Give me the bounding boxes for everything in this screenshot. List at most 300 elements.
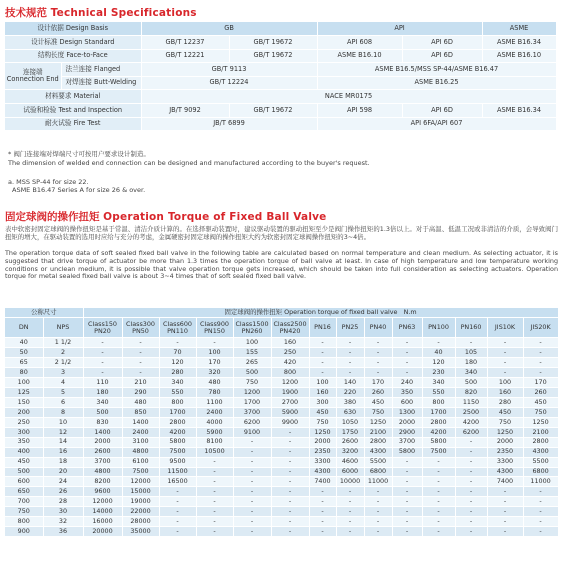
col-header: JIS10K (487, 318, 523, 338)
torque-cell: 2000 (487, 437, 523, 447)
torque-cell: - (364, 348, 392, 358)
torque-cell: 5500 (523, 457, 558, 467)
torque-cell: - (233, 497, 271, 507)
torque-cell: 1700 (422, 407, 455, 417)
spec-title-cn: 技术规范 (5, 7, 47, 19)
table-row (5, 497, 558, 507)
spec-cell: API 598 (317, 104, 402, 118)
torque-cell: 160 (271, 338, 309, 348)
torque-cell: - (392, 527, 422, 537)
torque-cell: - (422, 457, 455, 467)
spec-cell: GB/T 19672 (229, 36, 317, 50)
torque-cell: 7500 (422, 447, 455, 457)
torque-cell: 5800 (392, 447, 422, 457)
col-header: Class600 PN110 (159, 318, 196, 338)
torque-cell: 100 (233, 338, 271, 348)
torque-cell: 300 (309, 397, 336, 407)
spec-cell: GB/T 19672 (229, 104, 317, 118)
torque-cell: - (233, 437, 271, 447)
torque-cell: - (122, 348, 159, 358)
torque-cell: - (271, 437, 309, 447)
spec-row-test-inspection (5, 104, 556, 118)
torque-cell: - (336, 358, 364, 368)
torque-cell: 2800 (159, 417, 196, 427)
torque-cell: - (455, 437, 487, 447)
spec-cell: ASME B16.10 (317, 49, 402, 63)
torque-cell: 1300 (392, 407, 422, 417)
torque-cell: 180 (83, 388, 122, 398)
torque-header-title (83, 308, 558, 318)
torque-paragraph-en: The operation torque data of soft sealed fixed ball valve in the following table are calculated based on normal temperature and clean medium. As selecting actuator, it is suggested that drive torque of actuator be more than 1.3 times the operation torque of ball valve at least. In case of high temperature and low temperature working conditions or unclean medium, it is possible that valve operation torque gets increased, which should be taken into full consideration as selecting actuators. Operation torque for metal sealed fixed ball valve is about 3~4 times that of soft sealed fixed ball valve. (5, 249, 558, 281)
spec-cell: GB/T 12224 (141, 76, 317, 90)
torque-cell: - (196, 527, 233, 537)
table-row (5, 517, 558, 527)
torque-cell: - (336, 527, 364, 537)
torque-cell: 2000 (309, 437, 336, 447)
nps-cell: 26 (43, 487, 83, 497)
torque-cell: - (487, 338, 523, 348)
spec-row-fire-test (5, 117, 556, 131)
spec-cell: GB/T 12237 (141, 36, 229, 50)
torque-cell: 630 (336, 407, 364, 417)
torque-cell: - (233, 467, 271, 477)
torque-cell: - (364, 497, 392, 507)
torque-cell: 6200 (233, 417, 271, 427)
spec-cell: GB/T 19672 (229, 49, 317, 63)
torque-cell: - (271, 487, 309, 497)
torque-cell: 1200 (233, 388, 271, 398)
torque-cell: 70 (159, 348, 196, 358)
torque-cell: 4300 (487, 467, 523, 477)
torque-cell: 3300 (309, 457, 336, 467)
col-header: PN16 (309, 318, 336, 338)
torque-cell: - (455, 467, 487, 477)
torque-cell: - (392, 487, 422, 497)
torque-cell: 2800 (523, 437, 558, 447)
torque-cell: 5800 (159, 437, 196, 447)
table-row (5, 427, 558, 437)
torque-cell: 780 (196, 388, 233, 398)
torque-cell: - (309, 338, 336, 348)
torque-cell: - (523, 507, 558, 517)
torque-cell: 1750 (336, 427, 364, 437)
torque-cell: - (487, 358, 523, 368)
torque-cell: 6800 (364, 467, 392, 477)
torque-cell: 9100 (233, 427, 271, 437)
torque-cell: - (196, 457, 233, 467)
torque-cell: 450 (364, 397, 392, 407)
torque-cell: 7400 (487, 477, 523, 487)
dn-cell: 125 (5, 388, 43, 398)
torque-cell: 5900 (271, 407, 309, 417)
torque-cell: 320 (196, 368, 233, 378)
torque-cell: - (487, 368, 523, 378)
torque-cell: - (233, 457, 271, 467)
spec-header-design-basis: 设计依据 Design Basis (5, 22, 141, 36)
torque-cell: 850 (122, 407, 159, 417)
torque-cell: 230 (422, 368, 455, 378)
torque-cell: 260 (364, 388, 392, 398)
nps-cell: 10 (43, 417, 83, 427)
torque-cell: - (455, 517, 487, 527)
torque-cell: - (159, 497, 196, 507)
torque-cell: - (455, 338, 487, 348)
nps-cell: 14 (43, 437, 83, 447)
torque-cell: 16500 (159, 477, 196, 487)
torque-cell: - (523, 358, 558, 368)
torque-cell: - (392, 358, 422, 368)
torque-cell: 160 (309, 388, 336, 398)
torque-cell: 2000 (392, 417, 422, 427)
torque-cell: 260 (523, 388, 558, 398)
torque-cell: - (233, 517, 271, 527)
torque-cell: - (271, 427, 309, 437)
torque-cell: - (523, 338, 558, 348)
torque-cell: - (196, 517, 233, 527)
torque-cell: 3100 (122, 437, 159, 447)
table-row (5, 527, 558, 537)
torque-cell: 450 (523, 397, 558, 407)
torque-cell: - (336, 497, 364, 507)
torque-cell: - (83, 358, 122, 368)
spec-cell: API 608 (317, 36, 402, 50)
torque-cell: 8200 (83, 477, 122, 487)
torque-cell: - (364, 527, 392, 537)
nps-cell: 30 (43, 507, 83, 517)
table-row (5, 457, 558, 467)
torque-cell: - (309, 517, 336, 527)
torque-cell: - (196, 477, 233, 487)
torque-cell: 100 (487, 378, 523, 388)
col-header: Class300 PN50 (122, 318, 159, 338)
torque-cell: - (309, 507, 336, 517)
torque-cell: 2400 (122, 427, 159, 437)
nps-cell: 16 (43, 447, 83, 457)
nps-cell: 6 (43, 397, 83, 407)
spec-cell: GB/T 9113 (141, 63, 317, 77)
torque-cell: - (271, 477, 309, 487)
torque-section-title (5, 209, 327, 224)
torque-cell: - (309, 497, 336, 507)
torque-cell: 420 (271, 358, 309, 368)
torque-cell: - (364, 517, 392, 527)
torque-cell: 5500 (364, 457, 392, 467)
dn-cell: 150 (5, 397, 43, 407)
torque-cell: - (336, 368, 364, 378)
torque-cell: 4200 (159, 427, 196, 437)
torque-cell: 9900 (271, 417, 309, 427)
torque-cell: 1050 (336, 417, 364, 427)
torque-cell: 4800 (83, 467, 122, 477)
dn-cell: 500 (5, 467, 43, 477)
torque-cell: 105 (455, 348, 487, 358)
torque-cell: 750 (487, 417, 523, 427)
torque-cell: 120 (422, 358, 455, 368)
torque-cell: 140 (336, 378, 364, 388)
torque-cell: 480 (122, 397, 159, 407)
torque-cell: - (392, 338, 422, 348)
col-header: PN100 (422, 318, 455, 338)
nps-cell: 4 (43, 378, 83, 388)
nps-cell: 20 (43, 467, 83, 477)
dn-cell: 700 (5, 497, 43, 507)
torque-cell: - (392, 517, 422, 527)
torque-cell: - (233, 507, 271, 517)
torque-cell: 14000 (83, 507, 122, 517)
torque-cell: - (392, 507, 422, 517)
spec-cell: JB/T 6899 (141, 117, 317, 131)
torque-paragraph-cn: 表中软密封固定球阀的操作扭矩是基于常温、清洁介质计算的。在选择驱动装置时，建议驱动装置的驱动扭矩至少是阀门操作扭矩的1.3倍以上。对于高温、低温工况或非清洁的介质，会导致阀门扭矩的增大，在驱动装置的选用时应给与充分的考虑，金属硬密封固定球阀的操作扭矩大约为软密封固定球阀操作扭矩的3~4倍。 (5, 225, 558, 241)
torque-cell: 800 (271, 368, 309, 378)
torque-cell: 1150 (455, 397, 487, 407)
spec-section-title (5, 5, 197, 20)
torque-cell: - (422, 517, 455, 527)
torque-cell: 340 (455, 368, 487, 378)
dn-cell: 650 (5, 487, 43, 497)
nps-cell: 3 (43, 368, 83, 378)
torque-cell: 1400 (122, 417, 159, 427)
torque-cell: - (233, 527, 271, 537)
torque-cell: 2800 (364, 437, 392, 447)
dn-cell: 450 (5, 457, 43, 467)
dn-cell: 800 (5, 517, 43, 527)
torque-cell: - (159, 507, 196, 517)
col-header: JIS20K (523, 318, 558, 338)
torque-table (5, 308, 559, 537)
torque-cell: - (455, 447, 487, 457)
torque-cell: - (487, 517, 523, 527)
spec-header-asme: ASME (482, 22, 556, 36)
spec-row-label: 设计标准 Design Standard (5, 36, 141, 50)
table-row (5, 437, 558, 447)
spec-row-label: 材料要求 Material (5, 90, 141, 104)
torque-cell: - (364, 487, 392, 497)
torque-cell: 1100 (196, 397, 233, 407)
torque-cell: 240 (392, 378, 422, 388)
torque-body (5, 338, 558, 537)
torque-cell: 20000 (83, 527, 122, 537)
torque-cell: 10500 (196, 447, 233, 457)
torque-cell: 7400 (309, 477, 336, 487)
nps-cell: 1 1/2 (43, 338, 83, 348)
torque-title-en: Operation Torque of Fixed Ball Valve (103, 211, 327, 223)
spec-cell: ASME B16.34 (482, 36, 556, 50)
torque-cell: - (455, 457, 487, 467)
torque-cell: 180 (455, 358, 487, 368)
torque-cell: - (271, 467, 309, 477)
torque-cell: - (309, 527, 336, 537)
torque-cell: 6200 (455, 427, 487, 437)
table-row (5, 348, 558, 358)
torque-cell: 3200 (336, 447, 364, 457)
col-header: PN63 (392, 318, 422, 338)
torque-cell: 9600 (83, 487, 122, 497)
torque-cell: 22000 (122, 507, 159, 517)
torque-cell: - (83, 348, 122, 358)
torque-cell: 340 (422, 378, 455, 388)
torque-cell: - (271, 497, 309, 507)
torque-cell: - (523, 517, 558, 527)
torque-cell: 480 (196, 378, 233, 388)
torque-cell: 12000 (122, 477, 159, 487)
table-row (5, 447, 558, 457)
torque-cell: 7500 (159, 447, 196, 457)
torque-cell: 11000 (523, 477, 558, 487)
torque-cell: 1250 (309, 427, 336, 437)
torque-cell: - (233, 477, 271, 487)
spec-row-label: 耐火试验 Fire Test (5, 117, 141, 131)
torque-cell: 155 (233, 348, 271, 358)
torque-cell: 2500 (455, 407, 487, 417)
spec-cell: API 6D (402, 36, 482, 50)
spec-header-api: API (317, 22, 482, 36)
torque-cell: - (196, 338, 233, 348)
torque-cell: 110 (83, 378, 122, 388)
spec-row-label: 法兰连接 Flanged (61, 63, 141, 77)
torque-cell: 2800 (422, 417, 455, 427)
torque-cell: 1400 (83, 427, 122, 437)
torque-cell: 4200 (455, 417, 487, 427)
torque-cell: - (392, 467, 422, 477)
spec-cell: JB/T 9092 (141, 104, 229, 118)
dn-cell: 400 (5, 447, 43, 457)
torque-cell: - (392, 477, 422, 487)
nps-cell: 36 (43, 527, 83, 537)
torque-cell: - (336, 517, 364, 527)
col-header-nps: NPS (43, 318, 83, 338)
nps-cell: 5 (43, 388, 83, 398)
torque-cell: 28000 (122, 517, 159, 527)
spec-cell: ASME B16.10 (482, 49, 556, 63)
torque-cell: 19000 (122, 497, 159, 507)
torque-cell: - (309, 368, 336, 378)
torque-cell: - (196, 487, 233, 497)
torque-cell: - (336, 507, 364, 517)
torque-cell: 265 (233, 358, 271, 368)
torque-cell: 170 (364, 378, 392, 388)
nps-cell: 2 1/2 (43, 358, 83, 368)
spec-cell: API 6FA/API 607 (317, 117, 556, 131)
spec-title-en: Technical Specifications (50, 7, 197, 19)
torque-cell: 2700 (271, 397, 309, 407)
torque-cell: 290 (122, 388, 159, 398)
torque-cell: 15000 (122, 487, 159, 497)
torque-cell: - (422, 338, 455, 348)
torque-cell: 5900 (196, 427, 233, 437)
spec-cell: API 6D (402, 104, 482, 118)
torque-cell: - (422, 467, 455, 477)
dn-cell: 65 (5, 358, 43, 368)
torque-cell: - (422, 497, 455, 507)
torque-cell: 10000 (336, 477, 364, 487)
nps-cell: 28 (43, 497, 83, 507)
torque-cell: 11500 (159, 467, 196, 477)
table-row (5, 487, 558, 497)
nominal-size-label: 公称尺寸 (5, 308, 83, 318)
dn-cell: 200 (5, 407, 43, 417)
torque-cell: 750 (523, 407, 558, 417)
torque-cell: - (422, 527, 455, 537)
nps-cell: 24 (43, 477, 83, 487)
torque-cell: 450 (309, 407, 336, 417)
torque-cell: 2400 (196, 407, 233, 417)
spec-cell: GB/T 12221 (141, 49, 229, 63)
torque-cell: 1250 (364, 417, 392, 427)
table-row (5, 358, 558, 368)
torque-cell: 3700 (392, 437, 422, 447)
torque-cell: 830 (83, 417, 122, 427)
torque-cell: 280 (487, 397, 523, 407)
table-row (5, 467, 558, 477)
torque-cell: - (422, 507, 455, 517)
torque-cell: 600 (392, 397, 422, 407)
torque-cell: - (271, 447, 309, 457)
torque-cell: 1250 (523, 417, 558, 427)
table-row (5, 378, 558, 388)
torque-cell: 750 (364, 407, 392, 417)
torque-cell: 3700 (83, 457, 122, 467)
spec-header-gb: GB (141, 22, 317, 36)
torque-cell: 11000 (364, 477, 392, 487)
dn-cell: 750 (5, 507, 43, 517)
dn-cell: 350 (5, 437, 43, 447)
col-header: Class150 PN20 (83, 318, 122, 338)
torque-cell: 450 (487, 407, 523, 417)
torque-cell: - (392, 348, 422, 358)
torque-cell: 800 (159, 397, 196, 407)
torque-cell: 2100 (523, 427, 558, 437)
spec-note-b: ASME B16.47 Series A for size 26 & over. (12, 186, 146, 194)
torque-cell: 350 (392, 388, 422, 398)
torque-title-cn: 固定球阀的操作扭矩 (5, 211, 100, 223)
table-row (5, 368, 558, 378)
torque-cell: 750 (233, 378, 271, 388)
torque-cell: 500 (83, 407, 122, 417)
torque-cell: 340 (159, 378, 196, 388)
torque-cell: 2350 (487, 447, 523, 457)
torque-cell: - (487, 487, 523, 497)
torque-cell: 4800 (122, 447, 159, 457)
torque-cell: - (455, 477, 487, 487)
torque-cell: 4300 (309, 467, 336, 477)
col-header: PN160 (455, 318, 487, 338)
torque-cell: - (455, 507, 487, 517)
spec-row-label: 结构长度 Face-to-Face (5, 49, 141, 63)
torque-cell: - (122, 358, 159, 368)
col-header: Class900 PN150 (196, 318, 233, 338)
torque-cell: 750 (309, 417, 336, 427)
torque-cell: 4000 (196, 417, 233, 427)
torque-cell: - (83, 338, 122, 348)
torque-cell: 170 (523, 378, 558, 388)
spec-cell: API 6D (402, 49, 482, 63)
torque-cell: 250 (271, 348, 309, 358)
torque-cell: - (271, 507, 309, 517)
torque-cell: - (309, 348, 336, 358)
dn-cell: 100 (5, 378, 43, 388)
torque-cell: - (523, 497, 558, 507)
torque-cell: 4300 (523, 447, 558, 457)
torque-cell: - (523, 487, 558, 497)
torque-cell: 5800 (422, 437, 455, 447)
table-row (5, 417, 558, 427)
torque-cell: 1250 (487, 427, 523, 437)
torque-cell: - (271, 527, 309, 537)
torque-cell: 100 (196, 348, 233, 358)
torque-cell: 210 (122, 378, 159, 388)
torque-cell: 3700 (233, 407, 271, 417)
dn-cell: 40 (5, 338, 43, 348)
